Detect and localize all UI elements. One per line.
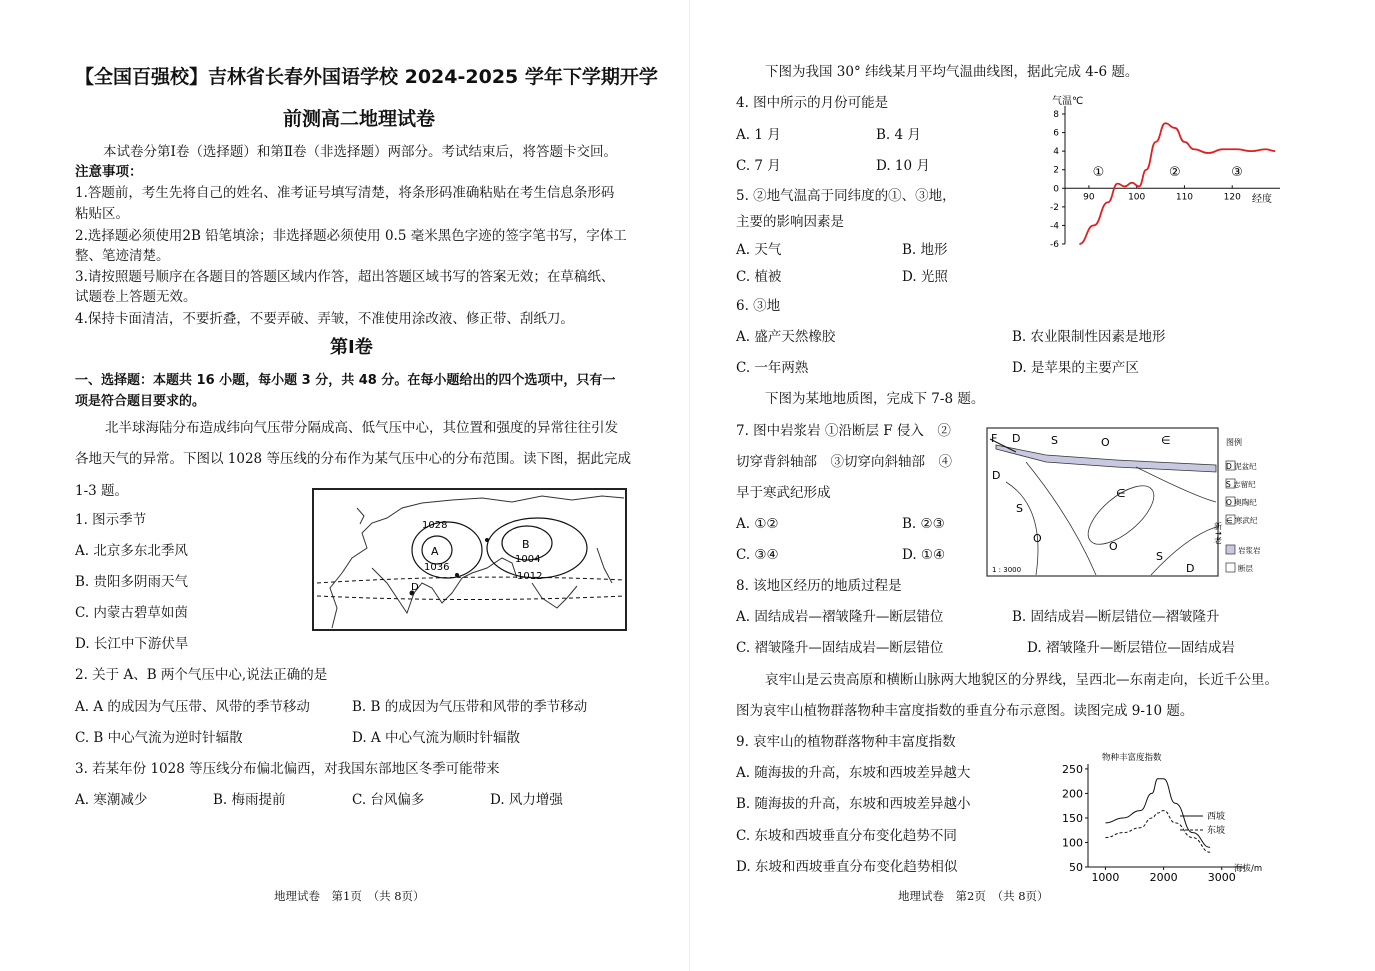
notice-line: 1.答题前，考生先将自己的姓名、准考证号填写清楚，将条形码准确粘贴在考生信息条形码	[75, 185, 615, 201]
q7-option-a: A. ①②	[736, 516, 779, 532]
geo-label: D	[992, 469, 1001, 482]
legend-item: D 泥盆纪	[1226, 462, 1257, 471]
q4-option-b: B. 4 月	[876, 127, 921, 143]
exam-title-line1: 【全国百强校】吉林省长春外国语学校 2024-2025 学年下学期开学	[75, 66, 658, 88]
q6-option-c: C. 一年两熟	[736, 360, 809, 376]
temp-x-tick-label: 100	[1128, 192, 1146, 203]
richness-x-tick-label: 2000	[1149, 871, 1178, 884]
section-title: 第Ⅰ卷	[330, 337, 373, 358]
temp-chart-series	[1079, 123, 1275, 244]
temp-y-tick-label: -4	[1050, 221, 1059, 232]
q2-option-c: C. B 中心气流为逆时针辐散	[75, 730, 243, 746]
temp-x-tick-label: 110	[1175, 192, 1194, 203]
notice-line: 4.保持卡面清洁，不要折叠，不要弄破、弄皱，不准使用涂改液、修正带、刮纸刀。	[75, 311, 574, 327]
temp-y-tick-label: 2	[1053, 165, 1059, 176]
temp-chart-regions	[1093, 165, 1243, 180]
richness-y-tick-label: 150	[1062, 811, 1083, 825]
temp-region-label: ③	[1231, 165, 1243, 181]
question-3: 3. 若某年份 1028 等压线分布偏北偏西，对我国东部地区冬季可能带来	[75, 761, 500, 777]
richness-chart-ylabel: 物种丰富度指数	[1102, 753, 1162, 763]
richness-chart-legend	[1180, 810, 1225, 836]
label-d: D	[411, 582, 419, 593]
label-a: A	[431, 545, 439, 558]
geo-label: O	[1101, 436, 1110, 449]
temp-y-tick-label: 8	[1053, 110, 1059, 120]
temp-series-line	[1079, 123, 1275, 244]
richness-series-line	[1105, 811, 1210, 853]
part-heading: 一、选择题：本题共 16 小题，每小题 3 分，共 48 分。在每小题给出的四个选项中，只有一	[75, 373, 616, 388]
notice-line: 3.请按照题号顺序在各题目的答题区域内作答，超出答题区域书写的答案无效；在草稿纸、	[75, 269, 615, 285]
q1-option-d: D. 长江中下游伏旱	[75, 636, 189, 652]
temp-chart-ticks	[1050, 110, 1241, 250]
page-footer: 地理试卷 第1页 （共 8页）	[274, 889, 425, 903]
legend-item: O 奥陶纪	[1226, 498, 1257, 507]
q8-option-d: D. 褶皱隆升—断层错位—固结成岩	[1027, 640, 1235, 656]
q7-option-b: B. ②③	[902, 516, 945, 532]
q4-option-c: C. 7 月	[736, 158, 781, 174]
notice-heading: 注意事项：	[75, 164, 143, 180]
passage-9-line: 哀牢山是云贵高原和横断山脉两大地貌区的分界线，呈西北—东南走向，长近千公里。	[765, 672, 1278, 688]
geo-label: S	[1016, 502, 1023, 515]
q2-option-b: B. B 的成因为气压带和风带的季节移动	[352, 699, 588, 715]
geo-label: S	[1156, 550, 1163, 563]
q6-option-a: A. 盛产天然橡胶	[736, 329, 836, 345]
geo-label: S	[1051, 434, 1058, 447]
legend-item: ∈ 寒武纪	[1226, 516, 1258, 525]
geo-scale: 1 : 3000	[992, 566, 1022, 574]
intro-4-6: 下图为我国 30° 纬线某月平均气温曲线图，据此完成 4-6 题。	[765, 64, 1139, 80]
notice-line: 粘贴区。	[75, 206, 129, 222]
q1-option-a: A. 北京多东北季风	[75, 543, 188, 559]
q4-option-a: A. 1 月	[736, 127, 781, 143]
q5-option-d: D. 光照	[902, 269, 948, 285]
richness-legend-label: 东坡	[1207, 826, 1226, 836]
q3-option-a: A. 寒潮减少	[75, 792, 148, 808]
passage-line: 各地天气的异常。下图以 1028 等压线的分布作为某气压中心的分布范围。读下图，据此完成	[75, 451, 631, 467]
temp-chart-ylabel: 气温℃	[1052, 96, 1084, 107]
passage-line: 北半球海陆分布造成纬向气压带分隔成高、低气压中心，其位置和强度的异常往往引发	[105, 420, 618, 436]
q3-option-b: B. 梅雨提前	[213, 792, 286, 808]
richness-x-tick-label: 3000	[1207, 871, 1236, 884]
temp-y-tick-label: -6	[1050, 240, 1059, 250]
geo-label: D	[1012, 432, 1021, 445]
temp-x-tick-label: 90	[1083, 192, 1095, 203]
temp-y-tick-label: 0	[1053, 184, 1059, 195]
q9-option-a: A. 随海拔的升高，东坡和西坡差异越大	[736, 765, 971, 781]
map-frame	[313, 489, 626, 630]
geo-label: ∈	[1116, 487, 1126, 500]
legend-box-fault	[1226, 563, 1235, 572]
q8-option-b: B. 固结成岩—断层错位—褶皱隆升	[1012, 609, 1220, 625]
question-4: 4. 图中所示的月份可能是	[736, 95, 889, 111]
label-1036: 1036	[424, 562, 450, 573]
legend-item: 断层	[1238, 564, 1253, 573]
legend-title: 图例	[1226, 438, 1242, 447]
question-7: 7. 图中岩浆岩 ①沿断层 F 侵入 ②	[736, 423, 951, 439]
q2-option-a: A. A 的成因为气压带、风带的季节移动	[75, 699, 310, 715]
q5-option-a: A. 天气	[736, 242, 782, 258]
geologic-map	[986, 427, 1261, 579]
q6-option-d: D. 是苹果的主要产区	[1012, 360, 1139, 376]
question-9: 9. 哀牢山的植物群落物种丰富度指数	[736, 734, 956, 750]
richness-y-tick-label: 200	[1062, 787, 1083, 801]
richness-legend-label: 西坡	[1207, 812, 1226, 822]
passage-9-line: 图为哀牢山植物群落物种丰富度指数的垂直分布示意图。读图完成 9-10 题。	[736, 703, 1194, 719]
q2-option-d: D. A 中心气流为顺时针辐散	[352, 730, 520, 746]
page-footer: 地理试卷 第2页 （共 8页）	[898, 889, 1049, 903]
legend-box-magma	[1226, 545, 1235, 554]
part-heading: 项是符合题目要求的。	[75, 394, 206, 409]
legend-item: 岩浆岩	[1238, 546, 1261, 555]
geo-label: O	[1109, 540, 1118, 553]
label-1012: 1012	[517, 571, 543, 582]
page-2	[690, 0, 1375, 971]
point-marker	[485, 538, 489, 542]
temp-region-label: ②	[1169, 165, 1181, 181]
q7-option-d: D. ①④	[902, 547, 946, 563]
question-5: 5. ②地气温高于同纬度的①、③地，	[736, 188, 956, 204]
temp-region-label: ①	[1092, 165, 1105, 181]
passage-line: 1-3 题。	[75, 483, 129, 499]
point-marker	[455, 573, 459, 577]
q1-option-c: C. 内蒙古碧草如茵	[75, 605, 188, 621]
notice-line: 整、笔迹清楚。	[75, 248, 170, 264]
q4-option-d: D. 10 月	[876, 158, 930, 174]
q8-option-a: A. 固结成岩—褶皱隆升—断层错位	[736, 609, 944, 625]
temp-y-tick-label: -2	[1050, 202, 1059, 213]
question-6: 6. ③地	[736, 298, 781, 314]
question-5-cont: 主要的影响因素是	[736, 214, 844, 230]
notice-line: 试题卷上答题无效。	[75, 289, 197, 305]
question-1: 1. 图示季节	[75, 512, 147, 528]
q6-option-b: B. 农业限制性因素是地形	[1012, 329, 1166, 345]
richness-chart	[1050, 750, 1275, 885]
q7-option-c: C. ③④	[736, 547, 779, 563]
notice-line: 2.选择题必须使用2B 铅笔填涂；非选择题必须使用 0.5 毫米黑色字迹的签字笔书写，字体工	[75, 228, 627, 244]
richness-x-tick-label: 1000	[1091, 871, 1120, 884]
temp-y-tick-label: 6	[1053, 128, 1059, 139]
question-7-cont: 切穿背斜轴部 ③切穿向斜轴部 ④	[736, 454, 952, 470]
q5-option-c: C. 植被	[736, 269, 782, 285]
q9-option-d: D. 东坡和西坡垂直分布变化趋势相似	[736, 859, 958, 875]
temp-x-tick-label: 120	[1223, 192, 1241, 203]
legend-side: 新↑老	[1213, 522, 1223, 545]
temp-chart-xlabel: 经度	[1252, 194, 1272, 205]
label-1028: 1028	[422, 520, 448, 531]
q9-option-b: B. 随海拔的升高，东坡和西坡差异越小	[736, 796, 971, 812]
legend-item: S 志留纪	[1226, 480, 1256, 489]
question-8: 8. 该地区经历的地质过程是	[736, 578, 902, 594]
intro-text: 本试卷分第Ⅰ卷（选择题）和第Ⅱ卷（非选择题）两部分。考试结束后，将答题卡交回。	[103, 144, 618, 160]
q5-option-b: B. 地形	[902, 242, 948, 258]
pressure-map	[312, 488, 628, 632]
richness-chart-xlabel: 海拔/m	[1234, 864, 1263, 874]
q3-option-d: D. 风力增强	[490, 792, 563, 808]
q3-option-c: C. 台风偏多	[352, 792, 425, 808]
question-2: 2. 关于 A、B 两个气压中心,说法正确的是	[75, 667, 328, 683]
richness-y-tick-label: 250	[1062, 762, 1083, 776]
geo-label: ∈	[1161, 434, 1171, 447]
question-7-cont: 早于寒武纪形成	[736, 485, 831, 501]
richness-y-tick-label: 50	[1069, 861, 1083, 874]
geo-label: D	[1186, 562, 1195, 575]
geo-label: F	[991, 432, 998, 445]
geo-label: O	[1033, 532, 1042, 545]
q8-option-c: C. 褶皱隆升—固结成岩—断层错位	[736, 640, 944, 656]
exam-title-line2: 前测高二地理试卷	[283, 108, 436, 130]
richness-y-tick-label: 100	[1062, 836, 1083, 850]
label-1004: 1004	[515, 554, 541, 565]
temperature-chart	[1030, 92, 1290, 262]
q9-option-c: C. 东坡和西坡垂直分布变化趋势不同	[736, 828, 957, 844]
intro-7-8: 下图为某地地质图，完成下 7-8 题。	[765, 391, 985, 407]
temp-y-tick-label: 4	[1053, 147, 1059, 158]
q1-option-b: B. 贵阳多阴雨天气	[75, 574, 189, 590]
label-b: B	[522, 538, 530, 551]
